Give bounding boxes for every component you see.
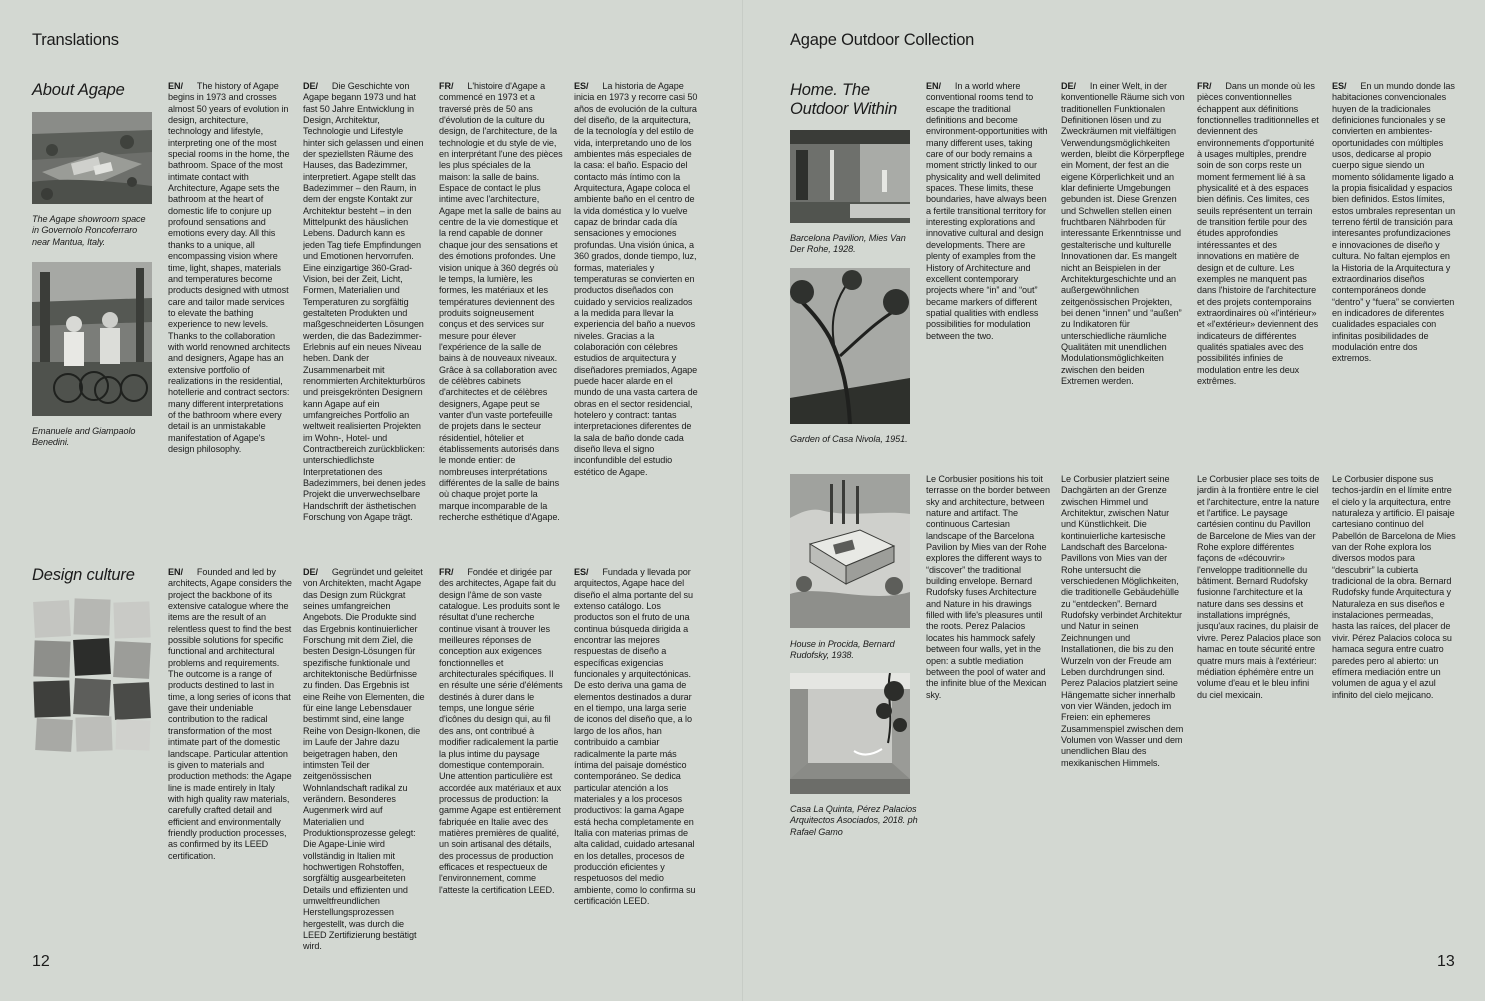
caption-barcelona-pavilion: Barcelona Pavilion, Mies Van Der Rohe, 1928. <box>790 233 906 255</box>
photo-casa-la-quinta <box>790 673 910 794</box>
photo-tile-samples <box>32 597 154 755</box>
paragraph: Founded and led by architects, Agape considers the project the backbone of its extensive catalogue where the items are the result of an relentless quest to find the best possible solutions for specific functional and architectural problems and requirements. The outcome is a range of products destined to last in time, a long series of icons that gave their undeniable contribution to the radical transformation of the most intimate part of the domestic landscape. Particular attention is given to materials and production methods: the Agape line is made entirely in Italy with high quality raw materials, carefully crafted detail and efficient and environmentally friendly production processes, as confirmed by its LEED certification. <box>168 567 292 861</box>
home-text-es <box>1332 81 1456 365</box>
about-text-en <box>168 81 292 455</box>
design-text-es <box>574 567 698 907</box>
corbusier-text-de: Le Corbusier platziert seine Dachgärten an der Grenze zwischen Himmel und Architektur, zwischen Natur und Künstlichkeit. Die kontinuierliche kartesische Landschaft des Barcelona-Pavillons von Mies van der Rohe untersucht die verschiedenen Möglichkeiten, die traditionelle Gebäudehülle zu “entdecken”. Bernard Rudofsky verbindet Architektur und Natur in seinen Zeichnungen und Installationen, die bis zu den Wurzeln von der Freude am Leben durchdrungen sind. Perez Palacios platziert seine Hängematte sicher innerhalb von vier Wänden, jedoch im Freien: ein ephemeres Zusammenspiel zwischen dem Volumen von Wasser und dem unendlichen Blau des mexikanischen Himmels. <box>1061 474 1184 768</box>
home-text-de <box>1061 81 1185 387</box>
lang-code: ES/ <box>574 567 589 577</box>
design-text-de <box>303 567 427 953</box>
lang-code: EN/ <box>926 81 941 91</box>
lang-code: ES/ <box>574 81 589 91</box>
section-title-about-agape: About Agape <box>32 81 125 99</box>
lang-code: ES/ <box>1332 81 1347 91</box>
caption-house-in-procida: House in Procida, Bernard Rudofsky, 1938. <box>790 639 895 661</box>
left-page <box>0 0 742 1001</box>
paragraph: Fundada y llevada por arquitectos, Agape hace del diseño el alma portante del su extenso catálogo. Los productos son el fruto de una continua búsqueda dirigida a encontrar las mejores respuestas de diseño a específicas exigencias funcionales y arquitectónicas. De esto deriva una gama de elementos destinados a durar en el tiempo, una larga serie de iconos del diseño que, a lo largo de los años, han contribuido a cambiar radicalmente la parte más íntima del paisaje doméstico contemporáneo. Se dedica particular atención a los materiales y a los procesos productivos: la gama Agape está hecha completamente en Italia con materias primas de alta calidad, cuidado artesanal en los detalles, procesos de producción eficientes y respetuosos del medio ambiente, como lo confirma su certificación LEED. <box>574 567 696 906</box>
photo-benedini-brothers <box>32 262 152 416</box>
corbusier-text-fr: Le Corbusier place ses toits de jardin à la frontière entre le ciel et l'architecture, entre la nature et l'artifice. Le paysage cartésien continu du Pavillon de Barcelone de Mies van der Rohe explore différentes façons de «découvrir» l'enveloppe traditionnelle du bâtiment. Bernard Rudofsky fusionne l'architecture et la nature dans ses dessins et installations imprégnés, jusqu'aux racines, du plaisir de vivre. Perez Palacios place son hamac en toute sécurité entre quatre murs mais à l'extérieur: médiation éphémère entre un volume d'eau et le bleu infini du ciel mexicain. <box>1197 474 1321 700</box>
title-line-1: Home. The <box>790 81 870 99</box>
corbusier-text-en: Le Corbusier positions his toit terrasse on the border between sky and architecture, between nature and artifact. The continuous Cartesian landscape of the Barcelona Pavilion by Mies van der Rohe explores the different ways to “discover” the traditional building envelope. Bernard Rudofsky fuses Architecture and Nature in his drawings filled with life's pleasures until the roots. Perez Palacios locates his hammock safely between four walls, yet in the open: a subtle mediation between the pool of water and the infinite blue of the Mexican sky. <box>926 474 1050 700</box>
section-title-design-culture: Design culture <box>32 566 135 584</box>
design-text-fr <box>439 567 563 896</box>
right-page <box>743 0 1485 1001</box>
home-text-en <box>926 81 1050 342</box>
lang-code: FR/ <box>439 567 454 577</box>
running-head-right: Agape Outdoor Collection <box>790 31 975 49</box>
design-text-en <box>168 567 292 862</box>
title-line-2: Outdoor Within <box>790 100 898 118</box>
lang-code: FR/ <box>439 81 454 91</box>
running-head-left: Translations <box>32 31 119 49</box>
paragraph: In einer Welt, in der konventionelle Räume sich von traditionellen Funktionalen Definitionen lösen und zu Zweckräumen mit vielfältigen Verwendungsmöglichkeiten werden, bleibt die Körperpflege ein Moment, der fest an die eigene Körperlichkeit und an klar definierte Umgebungen gebunden ist. Diese Grenzen und Schwellen stellen einen fruchtbaren Nährboden für interessante Erkenntnisse und gestalterische und kulturelle Innovationen dar. Es mangelt nicht an Beispielen in der Architekturgeschichte und an außergewöhnlichen zeitgenössischen Projekten, bei denen “innen” und “außen” zu Indikatoren für unterschiedliche räumliche Qualitäten mit unendlichen Modulationsmöglichkeiten zwischen den beiden Extremen werden. <box>1061 81 1185 386</box>
photo-casa-nivola <box>790 268 910 424</box>
lang-code: FR/ <box>1197 81 1212 91</box>
about-text-es <box>574 81 698 478</box>
caption-benedini: Emanuele and Giampaolo Benedini. <box>32 426 136 448</box>
paragraph: L'histoire d'Agape a commencé en 1973 et a traversé près de 50 ans d'évolution de la culture du design, de l'architecture, de la technologie et du style de vie, en interprétant l'une des pièces les plus spéciales de la maison: la salle de bains. Espace de contact le plus intime avec l'architecture, Agape met la salle de bains au centre de la vie domestique et la rend capable de donner chaque jour des sensations et des émotions profondes. Une vision unique à 360 degrés où le temps, la lumière, les formes, les matériaux et les températures deviennent des produits soigneusement conçus et des services sur mesure pour élever l'expérience de la salle de bains à de nouveaux niveaux. Grâce à sa collaboration avec de célèbres cabinets d'architectes et de célèbres designers, Agape peut se vanter d'un vaste portefeuille de projets dans le secteur résidentiel, hôtelier et établissements autorisés dans le monde entier: de nombreuses interprétations différentes de la salle de bains où chaque projet porte la marque incomparable de la recherche esthétique d'Agape. <box>439 81 563 523</box>
section-title-home-outdoor <box>790 81 897 119</box>
lang-code: DE/ <box>1061 81 1076 91</box>
paragraph: Die Geschichte von Agape begann 1973 und hat fast 50 Jahre Entwicklung in Design, Architektur, Technologie und Lifestyle hinter sich gelassen und einen der speziellsten Räume des Hauses, das Badezimmer, interpretiert. Agape stellt das Badezimmer – den Raum, in dem der engste Kontakt zur Architektur besteht – in den Mittelpunkt des häuslichen Lebens. Dadurch kann es jeden Tag tiefe Empfindungen und Emotionen hervorrufen. Eine einzigartige 360-Grad-Vision, bei der Zeit, Licht, Formen, Materialien und Temperaturen zu sorgfältig gestalteten Produkten und maßgeschneiderten Lösungen werden, die das Badezimmer-Erlebnis auf ein neues Niveau heben. Dank der Zusammenarbeit mit renommierten Architekturbüros und preisgekrönten Designern kann Agape auf ein umfangreiches Portfolio an weltweit realisierten Projekten im Wohn-, Hotel- und Contractbereich zurückblicken: unterschiedlichste Interpretationen des Badezimmers, bei denen jedes Projekt die unverwechselbare Handschrift der ästhetischen Forschung von Agape trägt. <box>303 81 426 523</box>
paragraph: In a world where conventional rooms tend to escape the traditional definitions and become environment-opportunities with many different uses, taking care of our body remains a moment strictly linked to our physicality and well delimited spaces. These limits, these boundaries, have always been a fertile transitional territory for interesting explorations and innovative cultural and design developments. There are plenty of examples from the History of Architecture and excellent contemporary projects where “in” and “out” became markers of different spatial qualities with endless possibilities for modulation between the two. <box>926 81 1048 341</box>
page-number-left: 12 <box>32 953 50 970</box>
paragraph: Fondée et dirigée par des architectes, Agape fait du design l'âme de son vaste catalogue. Les produits sont le résultat d'une recherche continue visant à trouver les meilleures réponses de conception aux exigences fonctionnelles et architecturales spécifiques. Il en résulte une série d'éléments destinés à durer dans le temps, une longue série d'icônes du design qui, au fil des ans, ont contribué à modifier radicalement la partie la plus intime du paysage domestique contemporain. Une attention particulière est accordée aux matériaux et aux processus de production: la gamme Agape est entièrement fabriquée en Italie avec des matières premières de qualité, un soin artisanal des détails, des processus de production efficaces et respectueux de l'environnement, comme l'atteste la certification LEED. <box>439 567 563 895</box>
paragraph: Dans un monde où les pièces conventionnelles échappent aux définitions fonctionnelles traditionnelles et deviennent des environnements d'opportunité à usages multiples, prendre soin de son corps reste un moment fermement lié à sa physicalité et à des espaces bien définis. Ces limites, ces seuils représentent un terrain de transition fertile pour des études approfondies intéressantes et des innovations en matière de design et de culture. Les exemples ne manquent pas dans l'histoire de l'architecture et des projets contemporains extraordinaires où «l'intérieur» et «l'extérieur» deviennent des indicateurs de différentes qualités spatiales avec des possibilités infinies de modulation entre les deux extrêmes. <box>1197 81 1319 386</box>
home-text-fr <box>1197 81 1321 387</box>
about-text-fr <box>439 81 563 523</box>
paragraph: Gegründet und geleitet von Architekten, macht Agape das Design zum Rückgrat seines umfangreichen Angebots. Die Produkte sind das Ergebnis kontinuierlicher Forschung mit dem Ziel, die besten Design-Lösungen für spezifische funktionale und architektonische Bedürfnisse zu finden. Das Ergebnis ist eine Reihe von Elementen, die für eine lange Lebensdauer bestimmt sind, eine lange Reihe von Design-Ikonen, die im Laufe der Jahre dazu beigetragen haben, den intimsten Teil der zeitgenössischen Wohnlandschaft radikal zu verändern. Besonderes Augenmerk wird auf Materialien und Produktionsprozesse gelegt: Die Agape-Linie wird vollständig in Italien mit hochwertigen Rohstoffen, sorgfältig ausgearbeiteten Details und effizienten und umweltfreundlichen Herstellungsprozessen hergestellt, was durch die LEED Zertifizierung bestätigt wird. <box>303 567 425 952</box>
caption-casa-la-quinta: Casa La Quinta, Pérez Palacios Arquitectos Asociados, 2018. ph Rafael Gamo <box>790 804 918 837</box>
lang-code: EN/ <box>168 567 183 577</box>
photo-house-in-procida <box>790 474 910 628</box>
page-number-right: 13 <box>1437 953 1455 970</box>
lang-code: DE/ <box>303 81 318 91</box>
corbusier-text-es: Le Corbusier dispone sus techos-jardín en el límite entre el cielo y la arquitectura, entre naturaleza y artificio. El paisaje cartesiano continuo del Pabellón de Barcelona de Mies van der Rohe explora los diversos modos para “descubrir” la cubierta tradicional de la obra. Bernard Rudofsky funde Arquitectura y Naturaleza en sus diseños e instalaciones permeadas, hasta las raíces, del placer de vivir. Pérez Palacios coloca su hamaca segura entre cuatro paredes pero al abierto: un efímera mediación entre un volumen de agua y el azul infinito del cielo mejicano. <box>1332 474 1456 700</box>
paragraph: La historia de Agape inicia en 1973 y recorre casi 50 años de evolución de la cultura del diseño, de la arquitectura, de la tecnología y del estilo de vida, interpretando uno de los ambientes más especiales de la casa: el baño. Espacio del contacto más íntimo con la Arquitectura, Agape coloca el ambiente baño en el centro de la vida doméstica y lo vuelve capaz de brindar cada día sensaciones y emociones profundas. Una visión única, a 360 grados, donde tiempo, luz, formas, materiales y temperaturas se convierten en productos diseñados con cuidado y servicios realizados a la medida para llevar la experiencia del baño a nuevos niveles. Gracias a la colaboración con célebres estudios de arquitectura y diseñadores premiados, Agape puede hacer alarde en el mundo de una vasta cartera de obras en el sector residencial, hotelero y contract: tantas interpretaciones diferentes de la sala de baño donde cada diseño lleva el signo inconfundible del estudio estético de Agape. <box>574 81 698 477</box>
lang-code: DE/ <box>303 567 318 577</box>
caption-agape-showroom: The Agape showroom space in Governolo Roncoferraro near Mantua, Italy. <box>32 214 146 247</box>
about-text-de <box>303 81 427 523</box>
lang-code: EN/ <box>168 81 183 91</box>
photo-barcelona-pavilion <box>790 130 910 223</box>
paragraph: The history of Agape begins in 1973 and crosses almost 50 years of evolution in design, architecture, technology and lifestyle, interpreting one of the most special rooms in the home, the bathroom. Space of the most intimate contact with Architecture, Agape sets the bathroom at the heart of domestic life to conjure up profound sensations and emotions every day. All this thanks to a unique, all encompassing vision where time, light, shapes, materials and temperatures become products designed with utmost care and tailor made services to elevate the bathing experience to new levels. Thanks to the collaboration with world renowned architects and designers, Agape has an extensive portfolio of realizations in the residential, hotellerie and contract sectors: many different interpretations of the bathroom where every detail is an unmistakable manifestation of Agape's design philosophy. <box>168 81 290 454</box>
photo-agape-showroom-aerial <box>32 112 152 204</box>
caption-casa-nivola: Garden of Casa Nivola, 1951. <box>790 434 908 444</box>
paragraph: En un mundo donde las habitaciones convencionales huyen de la tradicionales definiciones funcionales y se convierten en ambientes-oportunidades con múltiples usos, dedicarse al propio cuerpo sigue siendo un momento sólidamente ligado a la propia fisicalidad y espacios bien definidos. Estos límites, estos umbrales representan un terreno fértil de transición para interesantes profundizaciones e innovaciones de diseño y cultura. No faltan ejemplos en la Historia de la Arquitectura y extraordinarios diseños contemporáneos donde “dentro” y “fuera” se convierten en indicadores de diferentes cualidades espaciales con infinitas posibilidades de modulación entre dos extremos. <box>1332 81 1456 364</box>
